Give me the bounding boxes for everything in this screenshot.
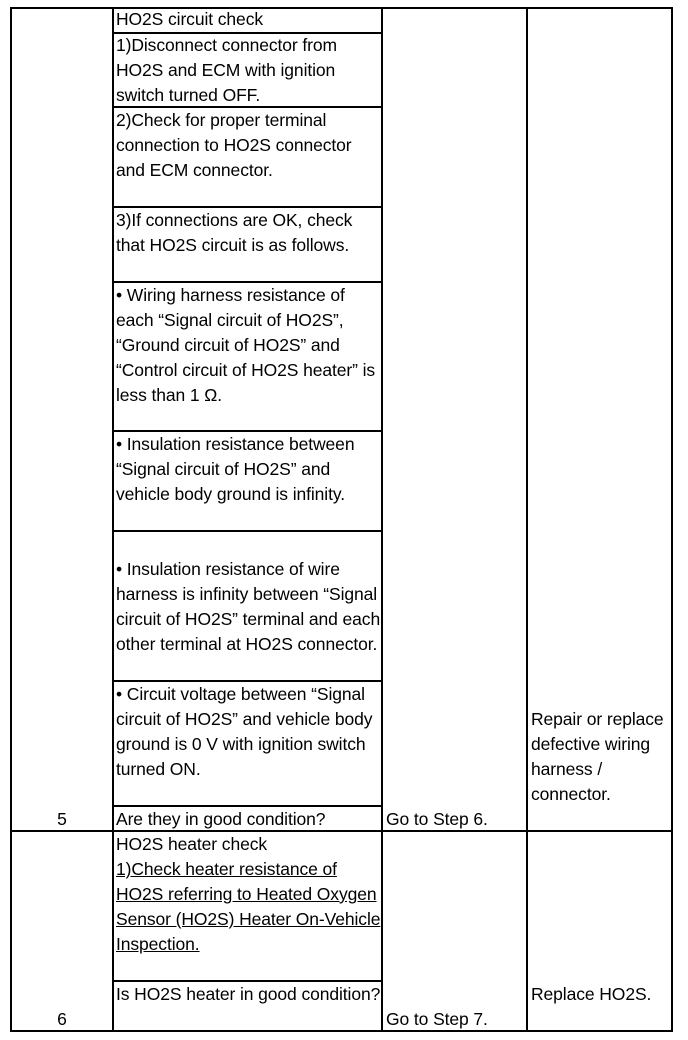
inspection-reference-link[interactable]: 1)Check heater resistance of HO2S referring to Heated Oxygen Sensor (HO2S) Heater On-Vehicle Inspection.	[116, 859, 381, 954]
table-divider-step	[112, 7, 114, 1032]
action-item: • Circuit voltage between “Signal circuit of HO2S” and vehicle body ground is 0 V with ignition switch turned ON.	[116, 684, 373, 779]
action-heading: HO2S heater check	[116, 834, 268, 854]
no-result: Repair or replace defective wiring harness / connector.	[531, 709, 664, 804]
table-border-right	[671, 7, 673, 1032]
table-divider-yes	[526, 7, 528, 1032]
action-item: • Insulation resistance of wire harness is infinity between “Signal circuit of HO2S” terminal and each other terminal at HO2S connector.	[116, 559, 381, 654]
no-result: Replace HO2S.	[531, 984, 652, 1004]
step-number: 6	[57, 1009, 67, 1029]
action-item: • Wiring harness resistance of each “Signal circuit of HO2S”, “Ground circuit of HO2S” and “Control circuit of HO2S heater” is less than 1 Ω.	[116, 285, 376, 405]
action-item: 3)If connections are OK, check that HO2S circuit is as follows.	[116, 210, 353, 255]
action-question: Are they in good condition?	[116, 809, 326, 829]
action-divider	[112, 530, 383, 532]
action-item: 1)Disconnect connector from HO2S and ECM with ignition switch turned OFF.	[116, 35, 338, 105]
action-heading: HO2S circuit check	[116, 9, 263, 29]
step-number: 5	[57, 809, 67, 829]
action-item: 2)Check for proper terminal connection to HO2S connector and ECM connector.	[116, 110, 352, 180]
yes-result: Go to Step 6.	[386, 809, 488, 829]
yes-result: Go to Step 7.	[386, 1009, 488, 1029]
table-border-left	[10, 7, 12, 1032]
action-question: Is HO2S heater in good condition?	[116, 984, 381, 1004]
action-item: • Insulation resistance between “Signal circuit of HO2S” and vehicle body ground is infinity.	[116, 434, 355, 504]
